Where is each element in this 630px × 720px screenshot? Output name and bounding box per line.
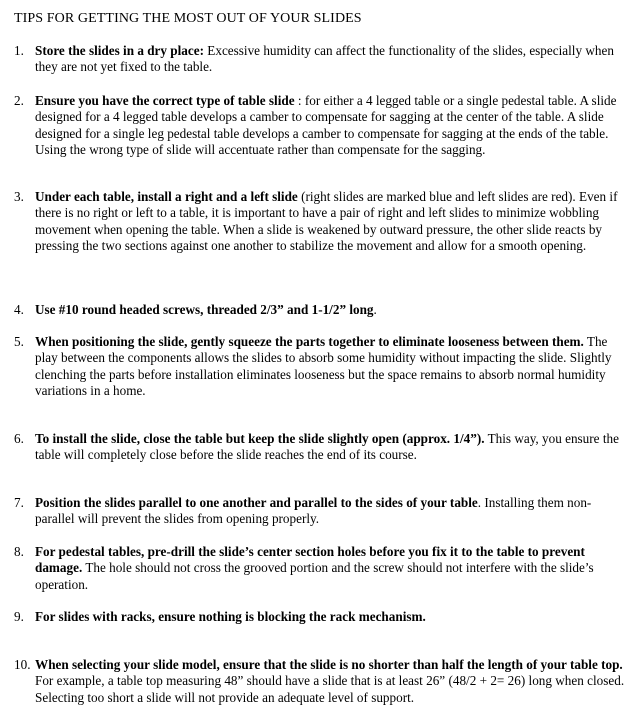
tip-text: : for either a 4 legged table or a single pedestal table. A slide designed for a 4 legged table develops a camber to compensate for sagging at the center of the table. A slide designed for a single leg pedestal table develops a camber to compensate for sagging at the ends of the table. Using the wrong type of slide will accentuate rather than compensate for the sagging. [35,93,617,158]
tip-number: 9. [14,609,24,624]
tip-body [35,189,626,255]
tip-text: The hole should not cross the grooved portion and the screw should not interfere with the slide’s operation. [35,560,594,592]
tip-item-9 [14,609,626,625]
tip-lead: For pedestal tables, pre-drill the slide’s center section holes before you fix it to the table to prevent damage. [35,544,585,576]
tip-item-5 [14,334,626,400]
tip-lead: To install the slide, close the table but keep the slide slightly open (approx. 1/4”). [35,431,485,446]
tip-body [35,302,626,318]
tip-lead: For slides with racks, ensure nothing is blocking the rack mechanism. [35,609,426,624]
tip-body [35,544,626,593]
tip-body [35,334,626,400]
tip-lead: Position the slides parallel to one another and parallel to the sides of your table [35,495,478,510]
tip-item-3 [14,189,626,255]
tip-number: 7. [14,495,24,510]
tip-item-6 [14,431,626,464]
tip-body [35,495,626,528]
tip-text: . Installing them non-parallel will prevent the slides from opening properly. [35,495,592,527]
document-title: TIPS FOR GETTING THE MOST OUT OF YOUR SLIDES [14,11,362,26]
tip-body [35,657,626,706]
tip-lead: Under each table, install a right and a left slide [35,189,298,204]
tip-text: This way, you ensure the table will completely close before the slide reaches the end of its course. [35,431,619,463]
tip-lead: Use #10 round headed screws, threaded 2/3” and 1-1/2” long [35,302,374,317]
tip-lead: Ensure you have the correct type of table slide [35,93,295,108]
tip-text: (right slides are marked blue and left slides are red). Even if there is no right or left to a table, it is important to have a pair of right and left slides to minimize wobbling movement when opening the table. When a slide is weakened by outward pressure, the other slide reacts by pressing the two sections against one another to stabilize the movement and allow for a smooth opening. [35,189,618,254]
tip-body [35,609,626,625]
tip-number: 3. [14,189,24,204]
tip-text: For example, a table top measuring 48” should have a slide that is at least 26” (48/2 + 2= 26) long when closed. Selecting too short a slide will not provide an adequate level of support. [35,673,625,705]
tip-lead: When positioning the slide, gently squeeze the parts together to eliminate looseness between them. [35,334,584,349]
tip-number: 4. [14,302,24,317]
tip-item-4 [14,302,626,318]
tip-item-8 [14,544,626,593]
tip-number: 8. [14,544,24,559]
tip-body [35,43,626,76]
tip-body [35,93,626,159]
tip-body [35,431,626,464]
tip-lead: When selecting your slide model, ensure that the slide is no shorter than half the length of your table top. [35,657,623,672]
tip-text: Excessive humidity can affect the functionality of the slides, especially when they are not yet fixed to the table. [35,43,614,75]
tip-number: 5. [14,334,24,349]
tip-number: 6. [14,431,24,446]
tip-number: 2. [14,93,24,108]
tip-item-7 [14,495,626,528]
tip-text: . [373,302,377,317]
tip-lead: Store the slides in a dry place: [35,43,204,58]
tip-number: 10. [14,657,31,672]
tip-item-1 [14,43,626,76]
tip-item-2 [14,93,626,159]
tip-item-10 [14,657,626,706]
tip-number: 1. [14,43,24,58]
tip-text: The play between the components allows the slides to absorb some humidity without impacting the slide. Slightly clenching the parts before installation eliminates looseness but the space remains to absorb normal humidity variations in a home. [35,334,612,399]
